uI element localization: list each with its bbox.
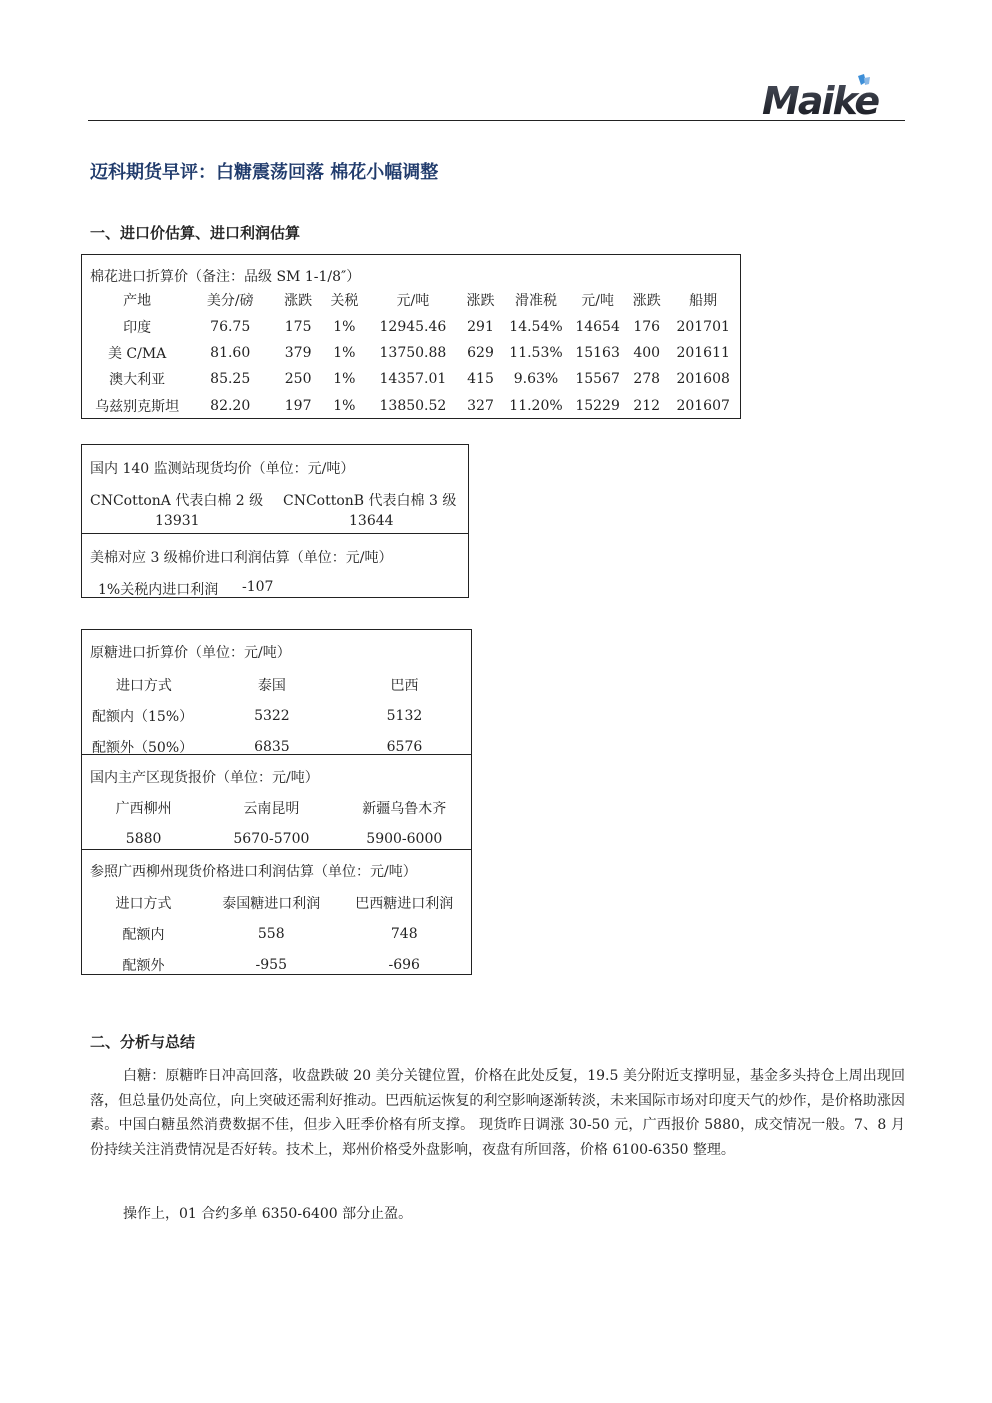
table-cell: 1% [333, 397, 356, 414]
table-row [90, 366, 740, 392]
cncotton-a-value: 13931 [155, 513, 200, 529]
section2-heading: 二、分析与总结 [90, 1033, 196, 1051]
domestic-cotton-box [81, 444, 469, 598]
header-cell: 关税 [330, 293, 359, 310]
table-cell: 13850.52 [379, 397, 447, 414]
analysis-paragraph: 白糖：原糖昨日冲高回落，收盘跌破 20 美分关键位置，价格在此处反复，19.5 美分附近支撑明显，基金多头持仓上周出现回落，但总量仍处高位，向上突破还需利好推动。巴西航运恢复的利空影响逐渐转淡，未来国际市场对印度天气的炒作，是价格助涨因素。中国白糖虽然消费数据不佳，但步入旺季价格有所支撑。 现货昨日调涨 30-50 元，广西报价 5880，成交情况一般。7、8 月份持续关注消费情况是否好转。技术上，郑州价格受外盘影响，夜盘有所回落，价格 6100-6350 整理。 [90, 1068, 905, 1158]
divider [82, 533, 468, 534]
table-cell: 15567 [575, 371, 620, 388]
table-cell: 400 [633, 344, 661, 361]
table-cell: 配额内（15%） [92, 708, 194, 725]
divider [82, 849, 471, 850]
header-cell: 涨跌 [466, 293, 495, 310]
sugar-profit-header-row [82, 887, 471, 918]
table-cell: 175 [284, 318, 312, 335]
cotton-profit-value: -107 [242, 579, 274, 595]
table-cell: 1% [333, 371, 356, 388]
table-cell: 14.54% [509, 318, 563, 335]
table-cell: 327 [467, 397, 494, 414]
table-cell: 201611 [676, 344, 730, 361]
table-cell: 415 [467, 371, 494, 388]
table-cell: 6835 [254, 738, 290, 755]
table-cell: 81.60 [210, 344, 251, 361]
page-title: 迈科期货早评：白糖震荡回落 棉花小幅调整 [90, 162, 439, 183]
table-cell: 11.20% [509, 397, 563, 414]
maike-logo [760, 74, 895, 122]
header-rule [88, 120, 905, 121]
table-cell: 1% [333, 344, 356, 361]
cncotton-b-value: 13644 [349, 513, 394, 529]
cotton-import-table [90, 287, 740, 419]
table-cell: 629 [467, 344, 494, 361]
section1-heading: 一、进口价估算、进口利润估算 [90, 224, 301, 242]
header-cell: 广西柳州 [115, 800, 172, 817]
table-cell: 176 [633, 318, 661, 335]
sugar-spot-header-row [82, 791, 471, 824]
divider [82, 754, 471, 755]
table-cell: 5322 [254, 707, 290, 724]
table-cell: 15163 [575, 344, 620, 361]
table-cell: 14357.01 [379, 371, 447, 388]
header-cell: 元/吨 [581, 293, 614, 310]
header-cell: 进口方式 [115, 677, 172, 694]
table-cell: 5670-5700 [233, 831, 310, 847]
header-cell: 新疆乌鲁木齐 [362, 800, 447, 817]
cncotton-b-label: CNCottonB 代表白棉 3 级 [283, 493, 457, 509]
table-cell: 配额外 [122, 957, 165, 974]
sugar-import-header-row [82, 669, 471, 700]
cotton-import-table-box [81, 254, 741, 419]
header-cell: 进口方式 [115, 895, 172, 912]
table-cell: 212 [633, 397, 661, 414]
table-cell: 15229 [575, 397, 620, 414]
table-cell: -955 [255, 956, 287, 973]
table-cell: 13750.88 [379, 344, 447, 361]
cotton-header-row [90, 287, 740, 313]
table-cell: 748 [390, 925, 418, 942]
table-cell: 278 [633, 371, 661, 388]
table-cell: 5132 [386, 707, 423, 724]
table-cell: 11.53% [509, 344, 563, 361]
domestic-cotton-caption: 国内 140 监测站现货均价（单位：元/吨） [90, 461, 355, 477]
header-cell: 涨跌 [284, 293, 313, 310]
table-cell: 6576 [386, 738, 423, 755]
table-cell: 配额内 [122, 926, 165, 943]
header-cell: 云南昆明 [243, 800, 300, 817]
table-cell: 12945.46 [379, 318, 447, 335]
table-cell: 82.20 [210, 397, 251, 414]
table-cell: 250 [284, 371, 312, 388]
table-cell: 201607 [676, 397, 730, 414]
header-cell: 泰国糖进口利润 [222, 895, 321, 912]
sugar-import-table [82, 669, 471, 762]
table-cell: 201608 [676, 371, 730, 388]
table-cell: 558 [257, 925, 285, 942]
table-cell: 1% [333, 318, 356, 335]
table-row [90, 340, 740, 366]
sugar-import-caption: 原糖进口折算价（单位：元/吨） [90, 645, 291, 661]
sugar-spot-caption: 国内主产区现货报价（单位：元/吨） [90, 770, 319, 786]
table-cell: -696 [388, 956, 420, 973]
table-row [90, 313, 740, 339]
table-cell: 5900-6000 [366, 831, 443, 847]
table-row [82, 949, 471, 980]
header-cell: 产地 [123, 293, 152, 310]
table-cell: 澳大利亚 [109, 372, 166, 389]
table-cell: 14654 [575, 318, 620, 335]
table-cell: 197 [284, 397, 312, 414]
table-cell: 5880 [125, 831, 162, 847]
operation-paragraph: 操作上，01 合约多单 6350-6400 部分止盈。 [123, 1206, 413, 1222]
header-cell: 巴西糖进口利润 [355, 895, 454, 912]
table-cell: 85.25 [210, 371, 251, 388]
table-row [82, 918, 471, 949]
sugar-profit-caption: 参照广西柳州现货价格进口利润估算（单位：元/吨） [90, 864, 417, 880]
table-cell: 291 [467, 318, 494, 335]
table-row [82, 731, 471, 762]
header-cell: 美分/磅 [206, 293, 254, 310]
header-cell: 元/吨 [396, 293, 430, 310]
header-cell: 巴西 [390, 677, 419, 694]
sugar-profit-table [82, 887, 471, 980]
table-cell: 201701 [676, 318, 730, 335]
table-cell: 379 [284, 344, 312, 361]
cncotton-a-label: CNCottonA 代表白棉 2 级 [90, 493, 264, 509]
table-cell: 配额外（50%） [92, 739, 194, 756]
header-cell: 泰国 [257, 677, 286, 694]
table-cell: 乌兹别克斯坦 [95, 398, 180, 415]
header-cell: 涨跌 [632, 293, 661, 310]
table-cell: 美 C/MA [107, 345, 167, 362]
table-row [90, 393, 740, 419]
cotton-profit-label: 1%关税内进口利润 [98, 582, 219, 598]
header-cell: 滑准税 [514, 293, 557, 310]
header-cell: 船期 [689, 293, 718, 310]
svg-text:Maike: Maike [762, 79, 879, 122]
table-cell: 9.63% [513, 371, 559, 388]
sugar-spot-table [82, 791, 471, 854]
cotton-caption: 棉花进口折算价（备注：品级 SM 1-1/8″） [90, 269, 361, 285]
table-cell: 印度 [123, 319, 152, 336]
table-cell: 76.75 [210, 318, 251, 335]
sugar-box [81, 629, 472, 975]
cotton-profit-caption: 美棉对应 3 级棉价进口利润估算（单位：元/吨） [90, 550, 393, 566]
table-row [82, 700, 471, 731]
